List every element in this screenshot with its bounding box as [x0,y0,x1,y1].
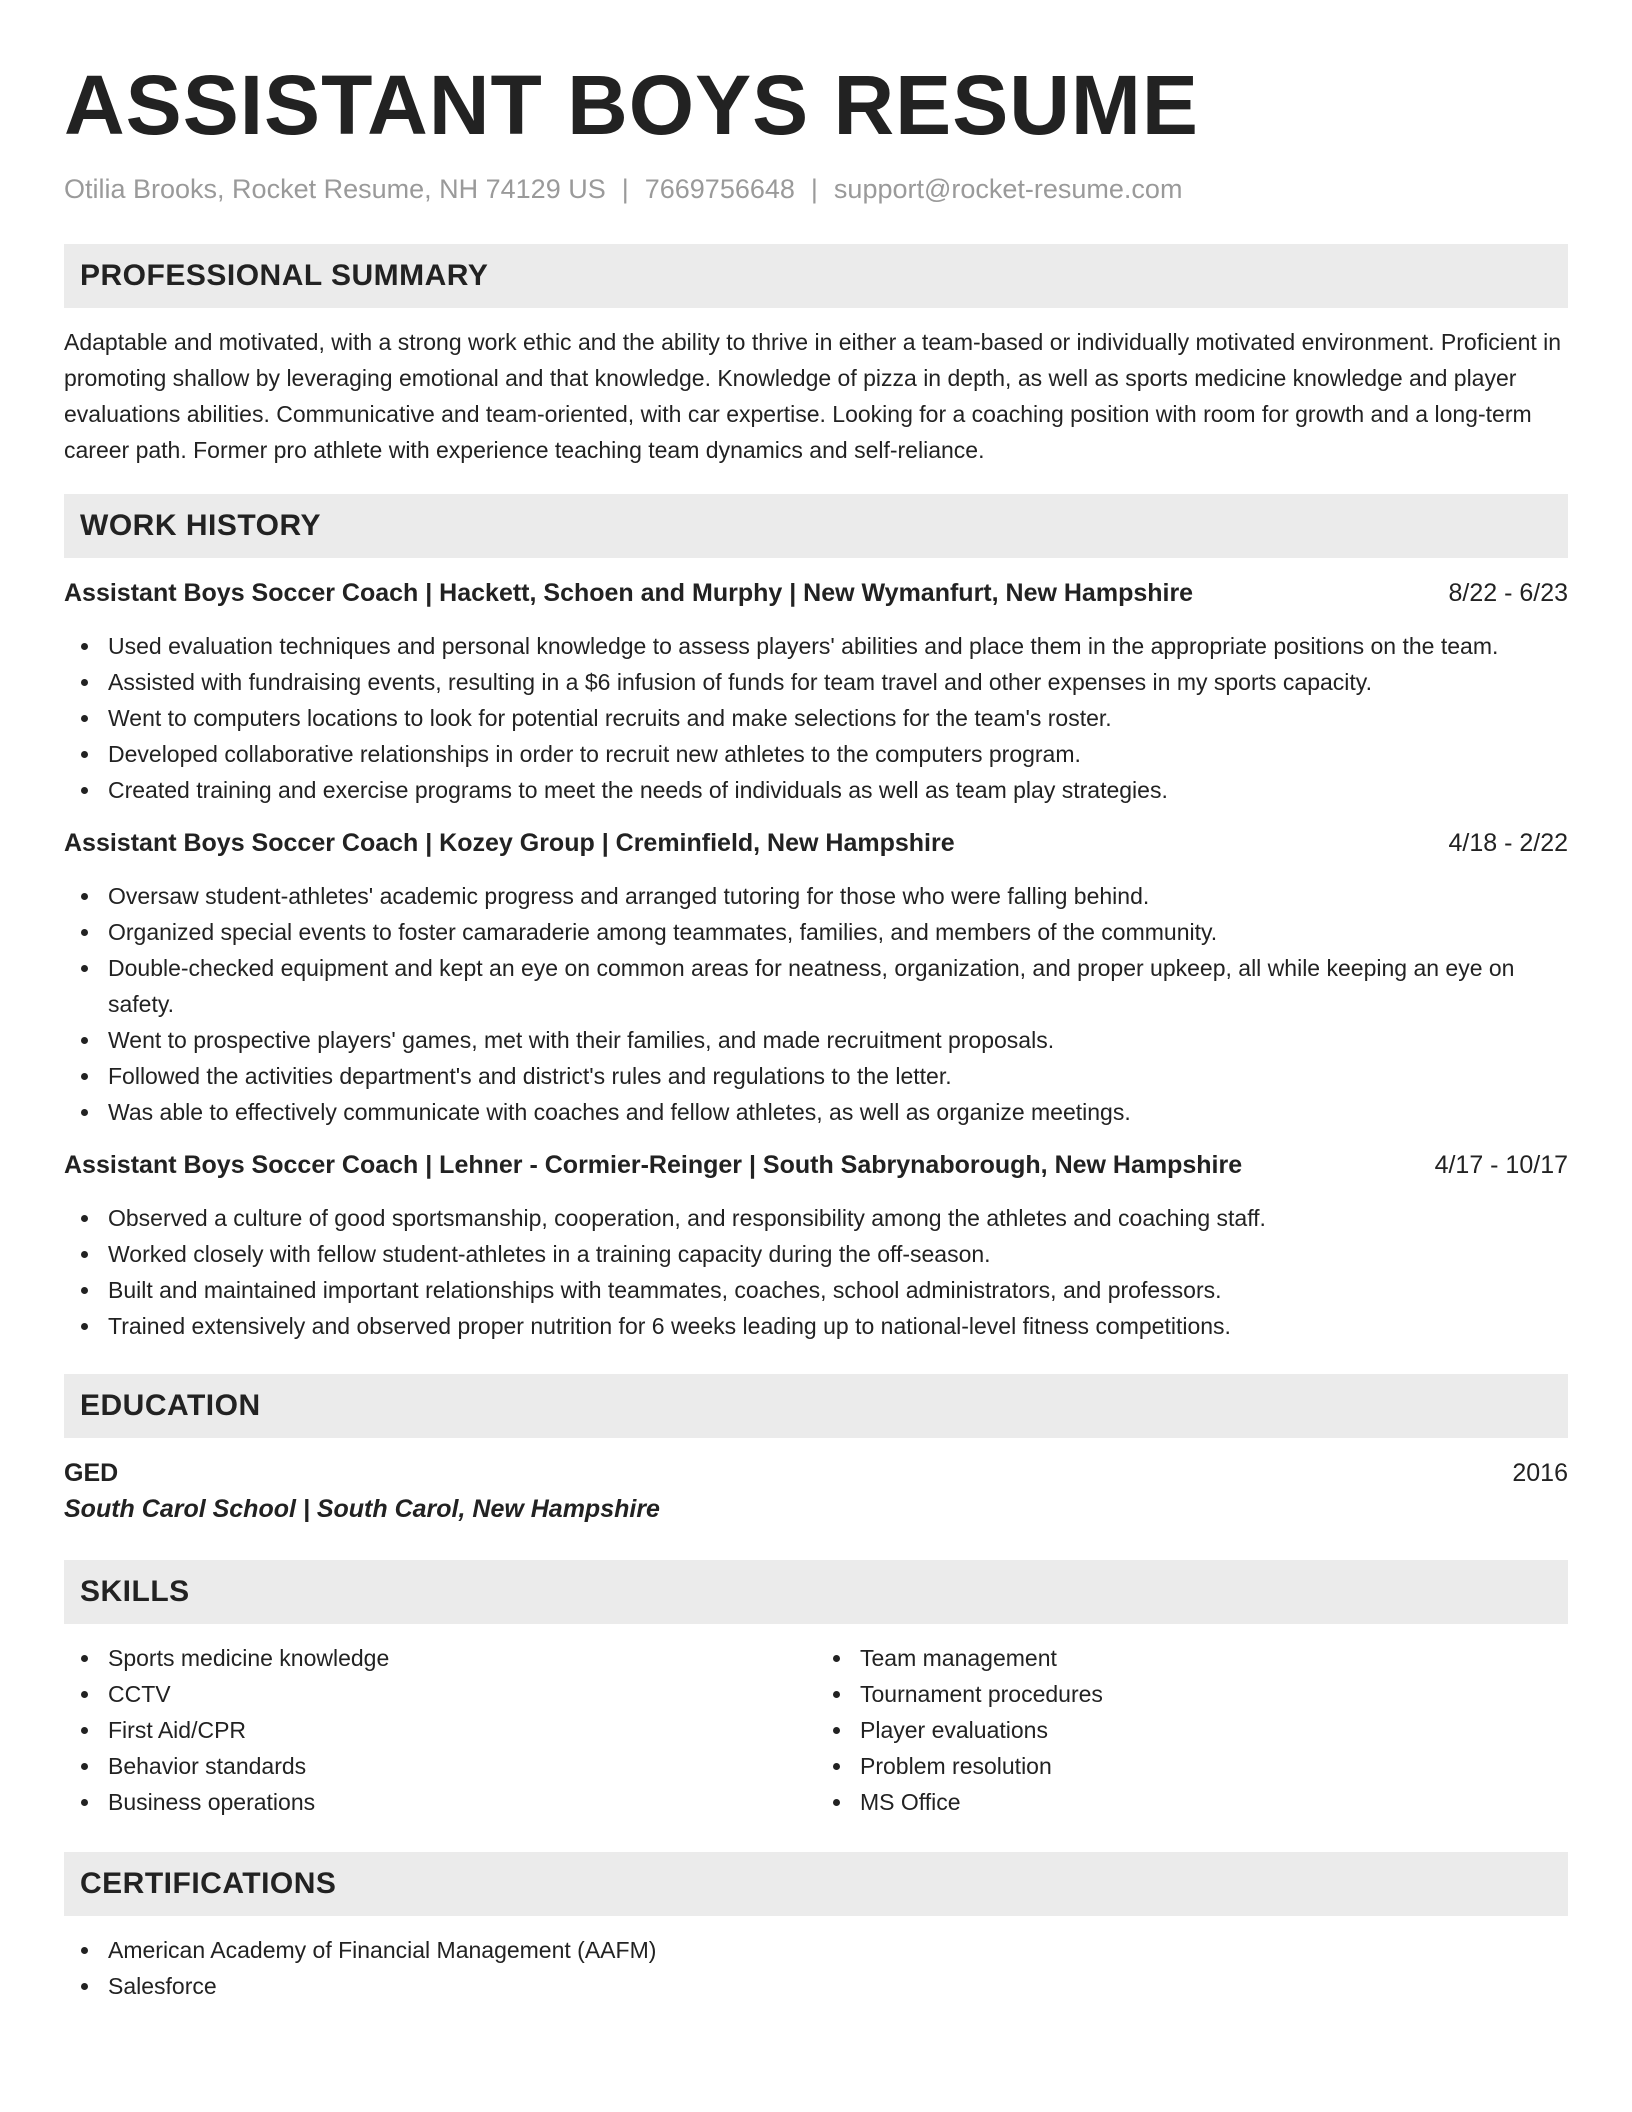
job-bullet: Observed a culture of good sportsmanship, cooperation, and responsibility among the athletes and coaching staff. [64,1200,1568,1236]
job-bullet: Followed the activities department's and district's rules and regulations to the letter. [64,1058,1568,1094]
job-entry [64,1148,1568,1344]
skill-item: MS Office [816,1784,1568,1820]
section-header-work-history: WORK HISTORY [64,494,1568,558]
skills-list-right [816,1640,1568,1820]
summary-text: Adaptable and motivated, with a strong work ethic and the ability to thrive in either a team-based or individually motivated environment. Proficient in promoting shallow by leveraging emotional and that knowledge. Knowledge of pizza in depth, as well as sports medicine knowledge and player evaluations abilities. Communicative and team-oriented, with car expertise. Looking for a coaching position with room for growth and a long-term career path. Former pro athlete with experience teaching team dynamics and self-reliance. [64,329,1562,463]
job-bullets [64,628,1568,808]
job-bullets [64,878,1568,1130]
skill-item: First Aid/CPR [64,1712,816,1748]
education-year: 2016 [1512,1459,1568,1487]
job-bullet: Went to prospective players' games, met with their families, and made recruitment proposals. [64,1022,1568,1058]
resume-title: ASSISTANT BOYS RESUME [64,58,1199,152]
certification-item: American Academy of Financial Management (AAFM) [64,1932,1568,1968]
job-bullet: Was able to effectively communicate with coaches and fellow athletes, as well as organize meetings. [64,1094,1568,1130]
job-title: Assistant Boys Soccer Coach | Hackett, Schoen and Murphy | New Wymanfurt, New Hampshire [64,579,1194,607]
job-bullet: Double-checked equipment and kept an eye on common areas for neatness, organization, and proper upkeep, all while keeping an eye on safety. [64,950,1568,1022]
contact-email: support@rocket-resume.com [833,174,1183,204]
job-dates: 4/18 - 2/22 [1448,829,1568,857]
contact-address: Otilia Brooks, Rocket Resume, NH 74129 US [64,174,606,204]
certifications-list [64,1932,1568,2004]
education-entry [64,1456,1568,1490]
job-dates: 4/17 - 10/17 [1434,1151,1568,1179]
certification-item: Salesforce [64,1968,1568,2004]
job-bullet: Assisted with fundraising events, resulting in a $6 infusion of funds for team travel and other expenses in my sports capacity. [64,664,1568,700]
skill-item: Behavior standards [64,1748,816,1784]
job-bullet: Used evaluation techniques and personal knowledge to assess players' abilities and place them in the appropriate positions on the team. [64,628,1568,664]
skill-item: Problem resolution [816,1748,1568,1784]
section-header-education: EDUCATION [64,1374,1568,1438]
section-header-certifications: CERTIFICATIONS [64,1852,1568,1916]
job-header [64,826,1568,860]
job-entry [64,576,1568,808]
job-bullet: Organized special events to foster camaraderie among teammates, families, and members of the community. [64,914,1568,950]
job-header [64,576,1568,610]
job-bullet: Trained extensively and observed proper nutrition for 6 weeks leading up to national-level fitness competitions. [64,1308,1568,1344]
section-header-summary: PROFESSIONAL SUMMARY [64,244,1568,308]
section-header-skills: SKILLS [64,1560,1568,1624]
skill-item: Team management [816,1640,1568,1676]
job-bullet: Developed collaborative relationships in order to recruit new athletes to the computers program. [64,736,1568,772]
education-school: South Carol School | South Carol, New Hampshire [64,1495,660,1523]
skill-item: Player evaluations [816,1712,1568,1748]
job-bullet: Worked closely with fellow student-athletes in a training capacity during the off-season. [64,1236,1568,1272]
job-dates: 8/22 - 6/23 [1448,579,1568,607]
job-bullet: Built and maintained important relationships with teammates, coaches, school administrators, and professors. [64,1272,1568,1308]
job-bullet: Created training and exercise programs to meet the needs of individuals as well as team play strategies. [64,772,1568,808]
contact-separator: | [810,174,818,204]
skills-list-left [64,1640,816,1820]
skill-item: Sports medicine knowledge [64,1640,816,1676]
contact-separator: | [621,174,629,204]
job-title: Assistant Boys Soccer Coach | Lehner - Cormier-Reinger | South Sabrynaborough, New Hampshire [64,1151,1243,1179]
skill-item: Business operations [64,1784,816,1820]
job-entry [64,826,1568,1130]
skill-item: Tournament procedures [816,1676,1568,1712]
education-degree: GED [64,1459,119,1487]
contact-line [64,172,1568,206]
contact-phone: 7669756648 [644,174,795,204]
job-bullet: Oversaw student-athletes' academic progress and arranged tutoring for those who were falling behind. [64,878,1568,914]
skill-item: CCTV [64,1676,816,1712]
job-title: Assistant Boys Soccer Coach | Kozey Group | Creminfield, New Hampshire [64,829,955,857]
skills-grid [64,1640,1568,1820]
job-header [64,1148,1568,1182]
job-bullet: Went to computers locations to look for potential recruits and make selections for the team's roster. [64,700,1568,736]
job-bullets [64,1200,1568,1344]
